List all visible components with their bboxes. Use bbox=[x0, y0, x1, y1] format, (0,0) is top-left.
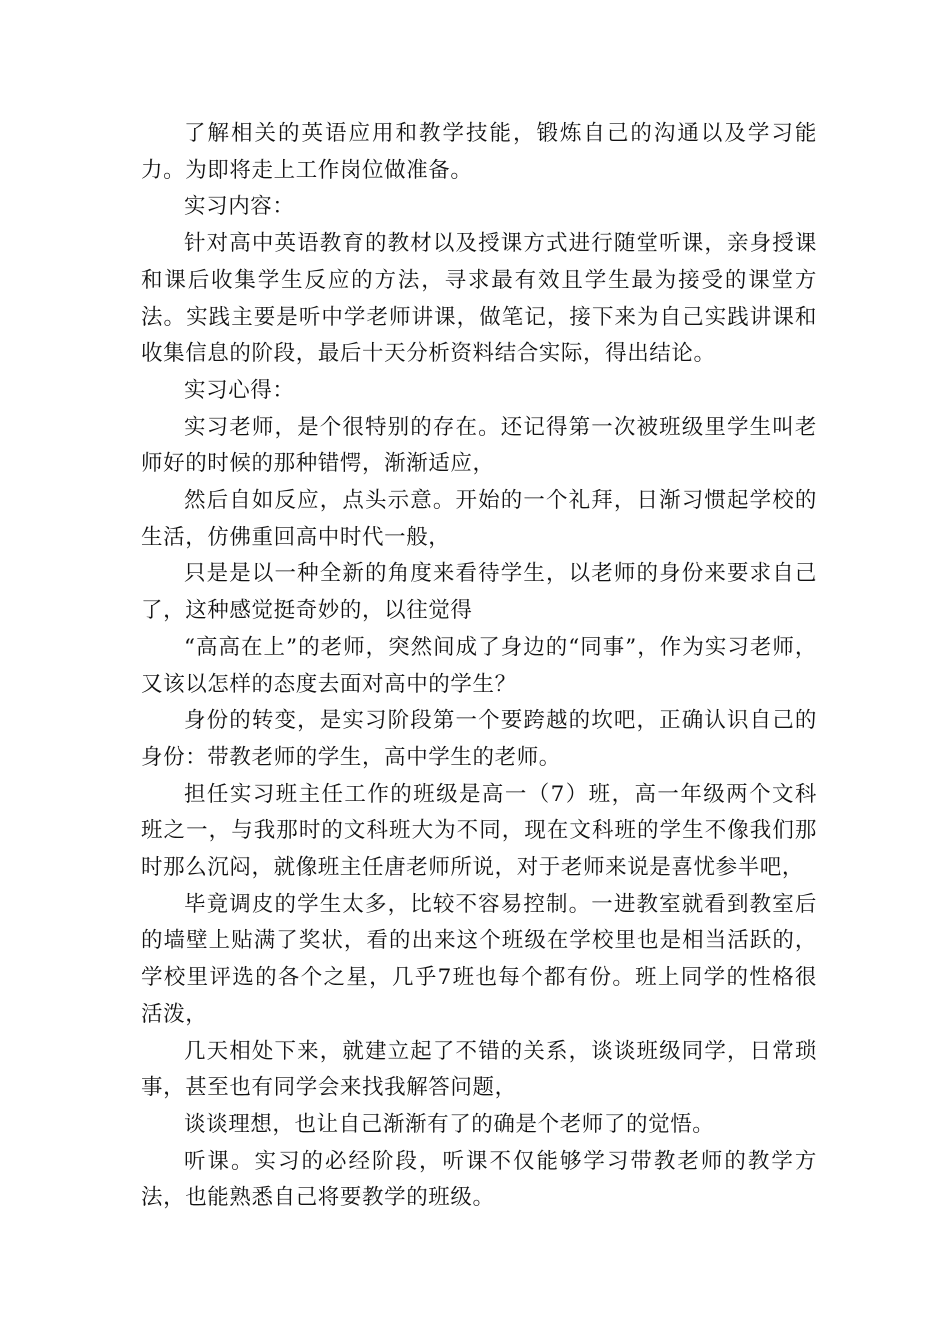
paragraph-internship-content: 针对高中英语教育的教材以及授课方式进行随堂听课，亲身授课和课后收集学生反应的方法，寻求最有效且学生最为接受的课堂方法。实践主要是听中学老师讲课，做笔记，接下来为自己实践讲课和收集信息的阶段，最后十天分析资料结合实际，得出结论。 bbox=[141, 231, 817, 367]
paragraph-reflection-2: 然后自如反应，点头示意。开始的一个礼拜，日渐习惯起学校的生活，仿佛重回高中时代一般， bbox=[141, 488, 817, 550]
paragraph-classroom: 毕竟调皮的学生太多，比较不容易控制。一进教室就看到教室后的墙壁上贴满了奖状，看的出来这个班级在学校里也是相当活跃的，学校里评选的各个之星，几乎7班也每个都有份。班上同学的性格很活泼， bbox=[141, 891, 817, 1027]
paragraph-identity-change: 身份的转变，是实习阶段第一个要跨越的坎吧，正确认识自己的身份：带教老师的学生，高中学生的老师。 bbox=[141, 708, 817, 770]
paragraph-reflection-3: 只是是以一种全新的角度来看待学生，以老师的身份来要求自己了，这种感觉挺奇妙的，以往觉得 bbox=[141, 561, 817, 624]
heading-internship-content: 实习内容： bbox=[184, 194, 295, 220]
paragraph-relationships: 几天相处下来，就建立起了不错的关系，谈谈班级同学，日常琐事，甚至也有同学会来找我解答问题， bbox=[141, 1038, 817, 1101]
paragraph-reflection-1: 实习老师，是个很特别的存在。还记得第一次被班级里学生叫老师好的时候的那种错愕，渐渐适应， bbox=[141, 414, 817, 477]
heading-internship-reflection: 实习心得： bbox=[184, 377, 295, 403]
paragraph-reflection-4: “高高在上”的老师，突然间成了身边的“同事”，作为实习老师，又该以怎样的态度去面对高中的学生？ bbox=[141, 634, 817, 697]
paragraph-class-teacher: 担任实习班主任工作的班级是高一（7）班，高一年级两个文科班之一，与我那时的文科班大为不同，现在文科班的学生不像我们那时那么沉闷，就像班主任唐老师所说，对于老师来说是喜忧参半吧， bbox=[141, 781, 817, 881]
document-body bbox=[141, 116, 817, 1217]
paragraph-intro-goal: 了解相关的英语应用和教学技能，锻炼自己的沟通以及学习能力。为即将走上工作岗位做准备。 bbox=[141, 121, 817, 183]
paragraph-ideals: 谈谈理想，也让自己渐渐有了的确是个老师了的觉悟。 bbox=[184, 1111, 715, 1137]
paragraph-observation: 听课。实习的必经阶段，听课不仅能够学习带教老师的教学方法，也能熟悉自己将要教学的班级。 bbox=[141, 1148, 817, 1211]
